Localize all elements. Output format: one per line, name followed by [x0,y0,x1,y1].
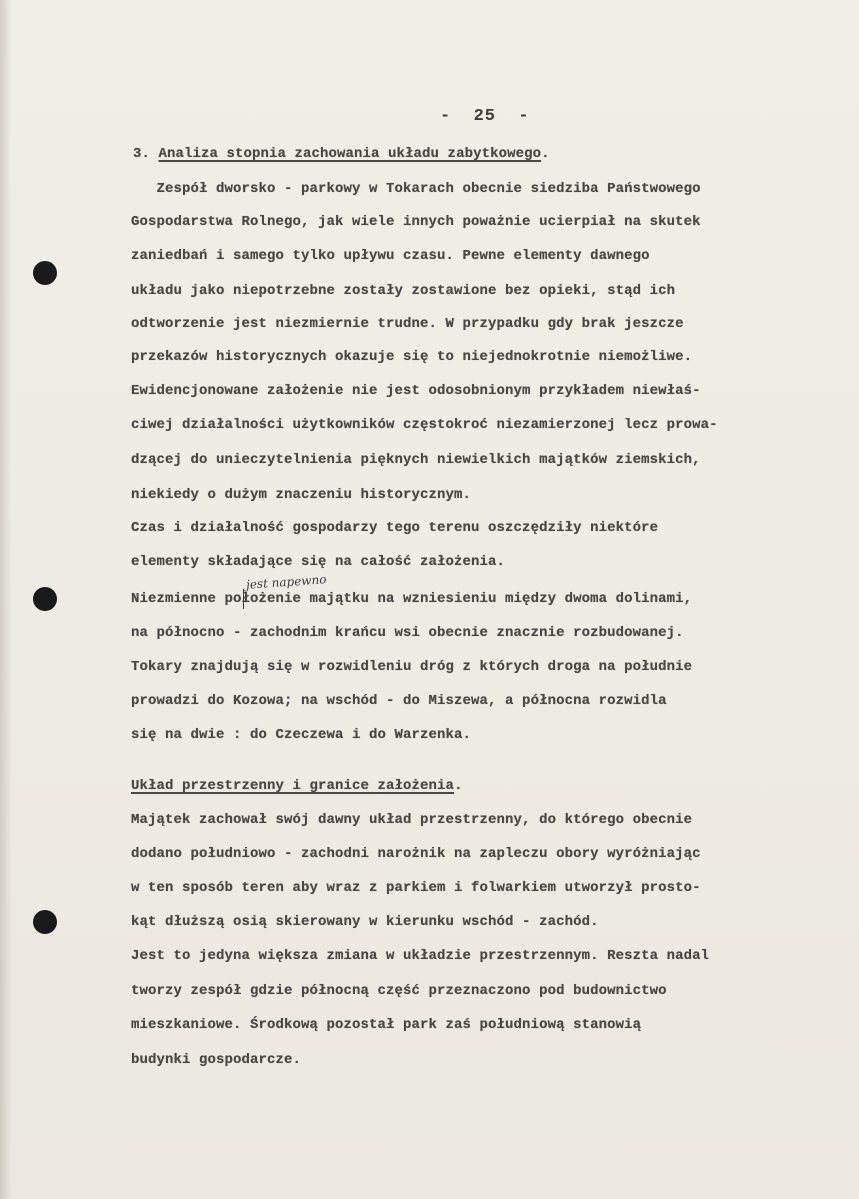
handwritten-insert: jest napewno [245,572,327,592]
paragraph-1-line: niekiedy o dużym znaczeniu historycznym. [131,487,472,503]
paragraph-3-line: się na dwie : do Czeczewa i do Warzenka. [131,727,472,743]
subheading-suffix: . [454,778,463,794]
paragraph-4-line: w ten sposób teren aby wraz z parkiem i folwarkiem utworzył prosto- [131,880,701,896]
paragraph-1-line: zaniedbań i samego tylko upływu czasu. Pewne elementy dawnego [131,248,650,264]
paragraph-1-line: Gospodarstwa Rolnego, jak wiele innych poważnie ucierpiał na skutek [131,214,701,230]
paragraph-4-line: kąt dłuższą osią skierowany w kierunku wschód - zachód. [131,914,599,930]
subheading [131,777,463,795]
paragraph-3-line: Niezmienne położenie majątku na wzniesieniu między dwoma dolinami, [131,591,693,607]
page-edge-shadow [0,0,12,1199]
paragraph-4-line: Majątek zachował swój dawny układ przestrzenny, do którego obecnie [131,812,693,828]
paragraph-1-line: Zespół dworsko - parkowy w Tokarach obecnie siedziba Państwowego [131,181,701,197]
page-number: - 25 - [440,107,530,126]
paragraph-1-line: układu jako niepotrzebne zostały zostawione bez opieki, stąd ich [131,283,676,299]
section-heading-title: Analiza stopnia zachowania układu zabytkowego [158,146,542,162]
binder-hole-top [33,261,57,285]
paragraph-3-line: Tokary znajdują się w rozwidleniu dróg z których droga na południe [131,659,693,675]
paragraph-1-line: odtworzenie jest niezmiernie trudne. W przypadku gdy brak jeszcze [131,316,684,332]
paragraph-2-line: elementy składające się na całość założenia. [131,554,506,570]
section-heading-number: 3. [133,146,159,162]
paragraph-3-line: prowadzi do Kozowa; na wschód - do Miszewa, a północna rozwidla [131,693,667,709]
paragraph-1-line: ciwej działalności użytkowników częstokroć niezamierzonej lecz prowa- [131,417,718,433]
section-heading [133,145,550,163]
paragraph-1-line: Ewidencjonowane założenie nie jest odosobnionym przykładem niewłaś- [131,383,701,399]
paragraph-4-line: Jest to jedyna większa zmiana w układzie przestrzennym. Reszta nadal [131,948,710,964]
paragraph-4-line: mieszkaniowe. Środkową pozostał park zaś południową stanowią [131,1017,642,1033]
paragraph-4-line: budynki gospodarcze. [131,1052,302,1068]
paragraph-1-line: dzącej do unieczytelnienia pięknych niewielkich majątków ziemskich, [131,452,701,468]
paragraph-4-line: tworzy zespół gdzie północną część przeznaczono pod budownictwo [131,983,667,999]
section-heading-suffix: . [541,146,550,162]
paragraph-1-line: przekazów historycznych okazuje się to niejednokrotnie niemożliwe. [131,349,693,365]
paragraph-4-line: dodano południowo - zachodni narożnik na zapleczu obory wyróżniając [131,846,701,862]
paragraph-3-line: na północno - zachodnim krańcu wsi obecnie znacznie rozbudowanej. [131,625,684,641]
binder-hole-bottom [33,910,57,934]
paragraph-2-line: Czas i działalność gospodarzy tego terenu oszczędziły niektóre [131,520,659,536]
binder-hole-middle [33,587,57,611]
subheading-title: Układ przestrzenny i granice założenia [131,778,455,794]
